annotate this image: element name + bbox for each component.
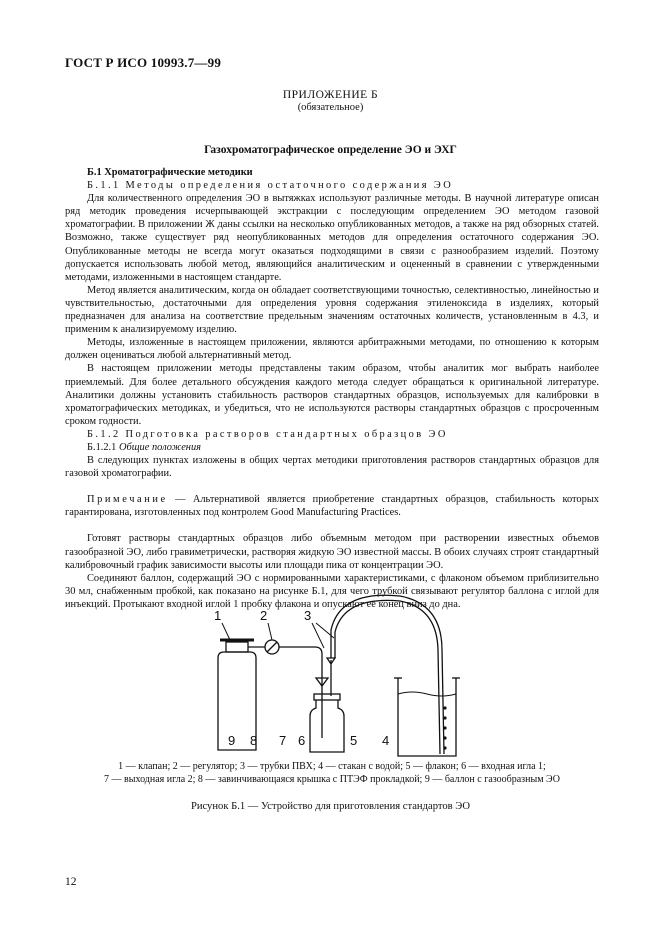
paragraph: Готовят растворы стандартных образцов либо объемным методом при растворении известных объемов газообразной ЭО, либо гравиметрически, растворяя жидкую ЭО известной массы. В обоих случаях строят стандартный калибровочный график зависимости высоты или площади пика от концентрации ЭО. — [65, 533, 599, 571]
label-6: 6 — [298, 733, 306, 748]
paragraph: В настоящем приложении методы представлены таким образом, чтобы аналитик мог выбрать наиболее приемлемый. Для более детального обсуждения каждого метода следует обращаться к оригинальной литературе. Аналитики должны установить стабильность растворов стандартных образцов, используемых для калибровки в хроматографических методиках, и убедиться, что не используются растворы стандартных образцов с просроченным сроком годности. — [65, 363, 599, 427]
page-number: 12 — [65, 876, 77, 888]
legend-line: 1 — клапан; 2 — регулятор; 3 — трубки ПВХ; 4 — стакан с водой; 5 — флакон; 6 — входная игла 1; — [118, 761, 546, 772]
apparatus-diagram — [180, 590, 510, 760]
pvc-tube — [331, 595, 444, 754]
screw-cap — [314, 694, 340, 700]
paragraph: Метод является аналитическим, когда он обладает соответствующими точностью, селективностью, линейностью и чувствительностью, достаточными для определения уровня содержания этиленоксида в изделиях, который предназначен для анализа на соответствие предельным значениям остаточных количеств, установленным в 4.3, и применим к анализируемому изделию. — [65, 284, 599, 336]
paragraph: Для количественного определения ЭО в вытяжках используют различные методы. В научной литературе описан ряд методик проведения исчерпывающей экстракции с последующим определением ЭО методом газовой хроматографии. В приложении Ж даны ссылки на несколько опубликованных методов, а также на ряд обзорных статей. Возможно, также существует ряд неопубликованных методов для определения остаточного содержания ЭО. Опубликованные методы не всегда могут оказаться подходящими в связи с разнообразием изделий. Поэтому допускается использовать любой метод, являющийся аналитическим и оцененный в сравнении с утвержденными методами, изложенными в настоящем стандарте. — [65, 193, 599, 283]
note-label: Примечание — [87, 494, 168, 506]
note-text: — Альтернативой является приобретение стандартных образцов, стабильность которых гарантирована, изготовленных под контролем Good Manufacturing Practices. — [65, 494, 599, 519]
section-title: Газохроматографическое определение ЭО и ЭХГ — [204, 144, 457, 156]
appendix-status: (обязательное) — [297, 102, 364, 113]
body-text — [65, 166, 599, 611]
figure-legend — [65, 761, 599, 786]
label-1: 1 — [214, 608, 222, 623]
label-4: 4 — [382, 733, 390, 748]
heading-b121-number: Б.1.2.1 — [87, 441, 117, 453]
paragraph: Соединяют баллон, содержащий ЭО с нормированными характеристиками, с флаконом объемом приблизительно 30 мл, снабженным пробкой, как показано на рисунке Б.1, для чего трубкой связывают регулятор баллона с иглой для инъекций. Протыкают входной иглой 1 пробку флакона и опускают ее конец вниз до дна. — [65, 572, 599, 610]
standard-code: ГОСТ Р ИСО 10993.7—99 — [65, 55, 222, 70]
note — [65, 493, 599, 519]
label-2: 2 — [260, 608, 268, 623]
label-5: 5 — [350, 733, 358, 748]
heading-b1: Б.1 Хроматографические методики — [87, 167, 253, 178]
legend-line: 7 — выходная игла 2; 8 — завинчивающаяся крышка с ПТЭФ прокладкой; 9 — баллон с газообразным ЭО — [104, 773, 560, 785]
heading-b12: Б.1.2 Подготовка растворов стандартных образцов ЭО — [87, 428, 448, 440]
heading-b121 — [65, 441, 599, 454]
paragraph: Методы, изложенные в настоящем приложении, являются арбитражными методами, по отношению к которым должен оцениваться любой альтернативный метод. — [65, 337, 599, 362]
heading-b11: Б.1.1 Методы определения остаточного содержания ЭО — [87, 180, 454, 192]
valve — [226, 642, 248, 652]
label-3: 3 — [304, 608, 312, 623]
beaker — [398, 678, 456, 756]
label-7: 7 — [279, 733, 287, 748]
vial — [310, 700, 344, 752]
heading-b121-title: Общие положения — [118, 441, 201, 453]
appendix-title: ПРИЛОЖЕНИЕ Б — [282, 89, 379, 101]
figure-title: Рисунок Б.1 — Устройство для приготовления стандартов ЭО — [190, 801, 471, 812]
label-8: 8 — [250, 733, 258, 748]
label-9: 9 — [228, 733, 236, 748]
paragraph: В следующих пунктах изложены в общих чертах методики приготовления растворов стандартных образцов для газовой хроматографии. — [65, 455, 599, 480]
